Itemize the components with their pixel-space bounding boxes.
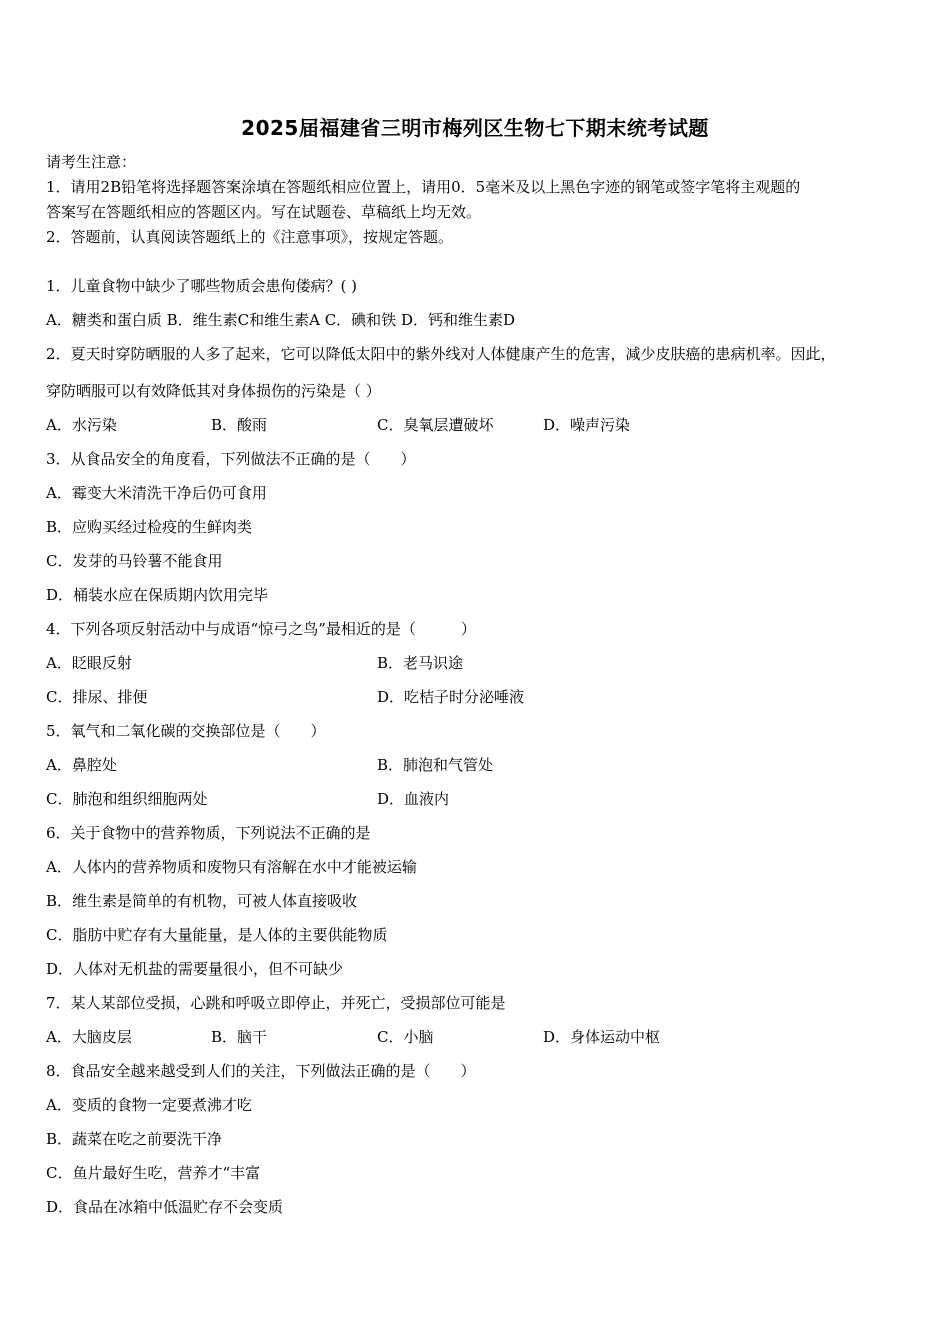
q3-option-b: B．应购买经过检疫的生鲜肉类 (46, 518, 253, 536)
q6-option-a: A．人体内的营养物质和废物只有溶解在水中才能被运输 (46, 858, 417, 876)
q3-stem: 3．从食品安全的角度看，下列做法不正确的是（ ） (46, 450, 416, 468)
q5-stem: 5．氧气和二氧化碳的交换部位是（ ） (46, 722, 326, 740)
q5-option-a: A．鼻腔处 (46, 756, 117, 774)
q4-option-c: C．排尿、排便 (46, 688, 148, 706)
q8-option-b: B．蔬菜在吃之前要洗干净 (46, 1130, 223, 1148)
q2-option-b: B．酸雨 (211, 416, 268, 434)
q2-stem-line1: 2．夏天时穿防晒服的人多了起来，它可以降低太阳中的紫外线对人体健康产生的危害，减少皮肤癌的患病机率。因此， (46, 345, 836, 363)
q1-options: A．糖类和蛋白质 B．维生素C和维生素A C．碘和铁 D．钙和维生素D (46, 311, 516, 329)
notice-heading: 请考生注意： (46, 153, 137, 171)
q6-option-d: D．人体对无机盐的需要量很小，但不可缺少 (46, 960, 344, 978)
q5-option-d: D．血液内 (377, 790, 450, 808)
q7-option-d: D．身体运动中枢 (543, 1028, 661, 1046)
notice-line-1: 1．请用2B铅笔将选择题答案涂填在答题纸相应位置上，请用0．5毫米及以上黑色字迹的钢笔或签字笔将主观题的 (46, 178, 801, 196)
q6-stem: 6．关于食物中的营养物质，下列说法不正确的是 (46, 824, 371, 842)
q8-stem: 8．食品安全越来越受到人们的关注，下列做法正确的是（ ） (46, 1062, 476, 1080)
notice-line-3: 2．答题前，认真阅读答题纸上的《注意事项》，按规定答题。 (46, 228, 454, 246)
q4-stem: 4．下列各项反射活动中与成语“惊弓之鸟”最相近的是（ ） (46, 620, 476, 638)
q3-option-c: C．发芽的马铃薯不能食用 (46, 552, 223, 570)
notice-line-2: 答案写在答题纸相应的答题区内。写在试题卷、草稿纸上均无效。 (46, 203, 482, 221)
page-title: 2025届福建省三明市梅列区生物七下期末统考试题 (241, 116, 709, 140)
q8-option-c: C．鱼片最好生吃，营养才“丰富 (46, 1164, 261, 1182)
q8-option-a: A．变质的食物一定要煮沸才吃 (46, 1096, 252, 1114)
q5-option-b: B．肺泡和气管处 (377, 756, 494, 774)
q6-option-c: C．脂肪中贮存有大量能量，是人体的主要供能物质 (46, 926, 388, 944)
q3-option-a: A．霉变大米清洗干净后仍可食用 (46, 484, 267, 502)
q4-option-b: B．老马识途 (377, 654, 464, 672)
q2-option-c: C．臭氧层遭破坏 (377, 416, 494, 434)
q7-option-c: C．小脑 (377, 1028, 434, 1046)
q7-stem: 7．某人某部位受损，心跳和呼吸立即停止，并死亡，受损部位可能是 (46, 994, 506, 1012)
q7-option-a: A．大脑皮层 (46, 1028, 132, 1046)
q7-option-b: B．脑干 (211, 1028, 268, 1046)
q5-option-c: C．肺泡和组织细胞两处 (46, 790, 208, 808)
q3-option-d: D．桶装水应在保质期内饮用完毕 (46, 586, 269, 604)
q2-stem-line2: 穿防晒服可以有效降低其对身体损伤的污染是（ ） (46, 382, 381, 400)
q8-option-d: D．食品在冰箱中低温贮存不会变质 (46, 1198, 284, 1216)
q1-stem: 1．儿童食物中缺少了哪些物质会患佝偻病？( ) (46, 277, 358, 295)
q2-option-a: A．水污染 (46, 416, 117, 434)
q2-option-d: D．噪声污染 (543, 416, 631, 434)
q4-option-d: D．吃桔子时分泌唾液 (377, 688, 525, 706)
q4-option-a: A．眨眼反射 (46, 654, 132, 672)
q6-option-b: B．维生素是简单的有机物，可被人体直接吸收 (46, 892, 358, 910)
